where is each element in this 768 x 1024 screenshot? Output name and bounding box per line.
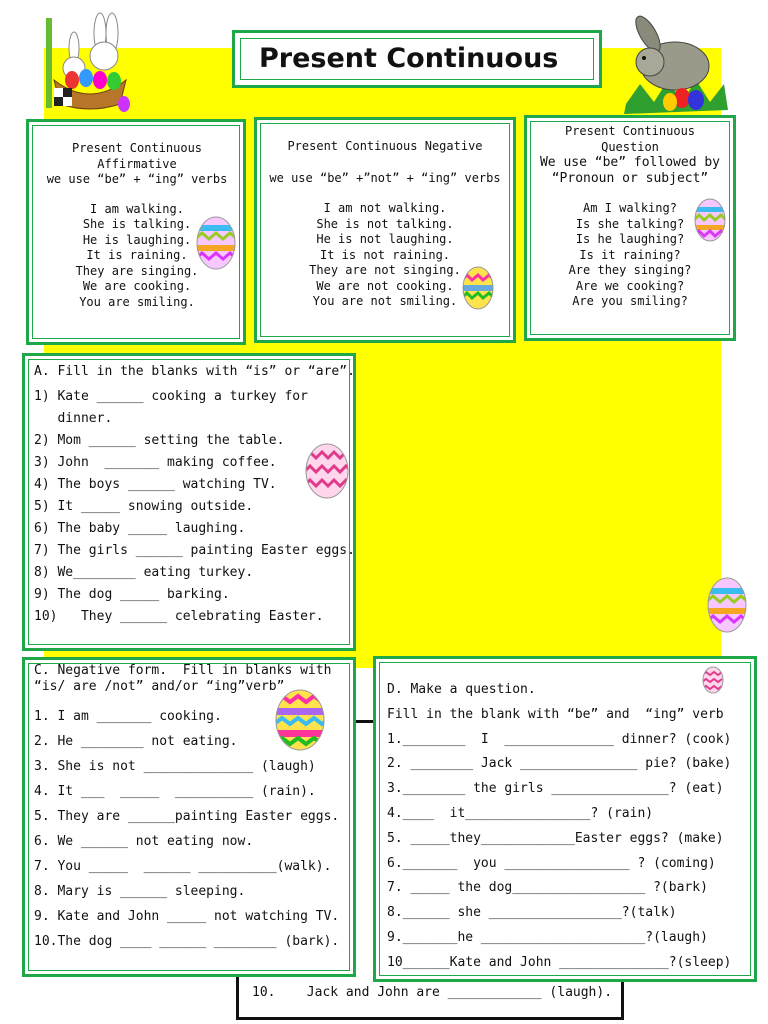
negative-heading: Present Continuous Negative [287,139,483,153]
exercise-d-item: 4.____ it________________? (rain) [387,805,654,821]
bunny-eggs-clipart [620,14,730,120]
exercise-c-title-2: “is/ are /not” and/or “ing”verb” [34,679,285,694]
exercise-c-item: 6. We ______ not eating now. [34,834,254,849]
exercise-a-item: dinner. [34,411,113,426]
easter-egg-icon [702,666,724,694]
negative-line: It is not raining. [319,247,451,262]
negative-rule: we use “be” +”not” + “ing” verbs [269,170,501,185]
question-line: Is it raining? [579,247,681,262]
exercise-c-item: 1. I am _______ cooking. [34,709,222,724]
easter-egg-icon [274,688,326,752]
exercise-a-item: 4) The boys ______ watching TV. [34,477,277,492]
easter-egg-icon [694,198,726,242]
question-line: Are they singing? [568,263,692,277]
question-line: Am I walking? [583,201,677,215]
exercise-c-item: 5. They are ______painting Easter eggs. [34,809,340,824]
exercise-c-item: 10.The dog ____ ______ ________ (bark). [34,934,340,949]
exercise-c-item: 8. Mary is ______ sleeping. [34,884,246,899]
affirmative-line: They are singing. [75,263,199,278]
easter-egg-icon [304,442,350,500]
exercise-d-item: 3.________ the girls _______________? (eat) [387,781,724,797]
negative-line: I am not walking. [323,201,447,215]
easter-egg-icon [195,215,237,271]
exercise-a-item: 6) The baby _____ laughing. [34,521,246,536]
exercise-d-item: 1.________ I ______________ dinner? (cook) [387,731,732,747]
negative-line: You are not smiling. [312,294,458,308]
affirmative-subheading: Affirmative [97,156,177,171]
question-heading: Present Continuous [564,124,696,138]
question-line: Is she talking? [575,216,685,231]
exercise-a-item: 5) It _____ snowing outside. [34,499,254,514]
negative-line: He is not laughing. [316,232,454,246]
negative-line: We are not cooking. [316,278,454,293]
negative-line: She is not talking. [316,216,454,231]
exercise-c-item: 2. He ________ not eating. [34,734,238,749]
exercise-c-item: 4. It ___ _____ __________ (rain). [34,784,316,799]
question-rule: We use “be” followed by [539,155,720,170]
exercise-c-item: 9. Kate and John _____ not watching TV. [34,909,340,924]
exercise-a-title: A. Fill in the blanks with “is” or “are”. [34,364,355,379]
exercise-a-item: 2) Mom ______ setting the table. [34,433,285,448]
exercise-d-item: 8.______ she _________________?(talk) [387,905,677,921]
exercise-a-item: 10) They ______ celebrating Easter. [34,609,324,624]
exercise-d-title: D. Make a question. [387,682,536,697]
exercise-a-item: 8) We________ eating turkey. [34,565,254,580]
negative-line: They are not singing. [309,263,461,277]
affirmative-rule: we use “be” + “ing” verbs [46,172,228,186]
question-line: Is he laughing? [575,232,685,246]
affirmative-line: She is talking. [82,217,192,231]
exercise-d-item: 2. ________ Jack _______________ pie? (bake) [387,756,732,772]
exercise-c-item: 3. She is not ______________ (laugh) [34,759,316,774]
question-rule: “Pronoun or subject” [551,170,709,186]
exercise-d-item: 6._______ you ________________ ? (coming) [387,855,716,871]
question-line: Are we cooking? [575,278,685,293]
exercise-d-subtitle: Fill in the blank with “be” and “ing” verb [387,706,724,722]
affirmative-line: We are cooking. [82,279,192,293]
exercise-d-item: 10______Kate and John ______________?(sleep) [387,954,732,970]
exercise-d-item: 7. _____ the dog_________________ ?(bark) [387,880,708,896]
affirmative-line: You are smiling. [79,294,195,309]
page-title: Present Continuous [259,43,559,74]
bunny-basket-clipart [40,8,135,113]
exercise-d [387,678,731,976]
exercise-c-item: 7. You _____ ______ __________(walk). [34,859,332,874]
exercise-a-item: 1) Kate ______ cooking a turkey for [34,389,308,404]
easter-egg-icon [462,266,494,310]
affirmative-line: He is laughing. [82,232,192,247]
affirmative-line: It is raining. [86,248,188,262]
exercise-d-item: 5. _____they____________Easter eggs? (make) [387,830,724,846]
exercise-a-item: 7) The girls ______ painting Easter eggs. [34,543,355,558]
exercise-c-title: C. Negative form. Fill in blanks with [34,663,332,678]
affirmative-line: I am walking. [90,201,184,216]
easter-egg-icon [706,576,748,634]
exercise-b-last-item: 10. Jack and John are ____________ (laugh). [252,985,613,1000]
question-line: Are you smiling? [572,294,688,308]
exercise-d-item: 9._______he _____________________?(laugh) [387,929,708,945]
exercise-a-item: 9) The dog _____ barking. [34,587,230,602]
title-box [232,30,602,88]
affirmative-heading: Present Continuous [71,141,203,155]
question-subheading: Question [601,139,659,154]
exercise-a-item: 3) John _______ making coffee. [34,455,277,470]
